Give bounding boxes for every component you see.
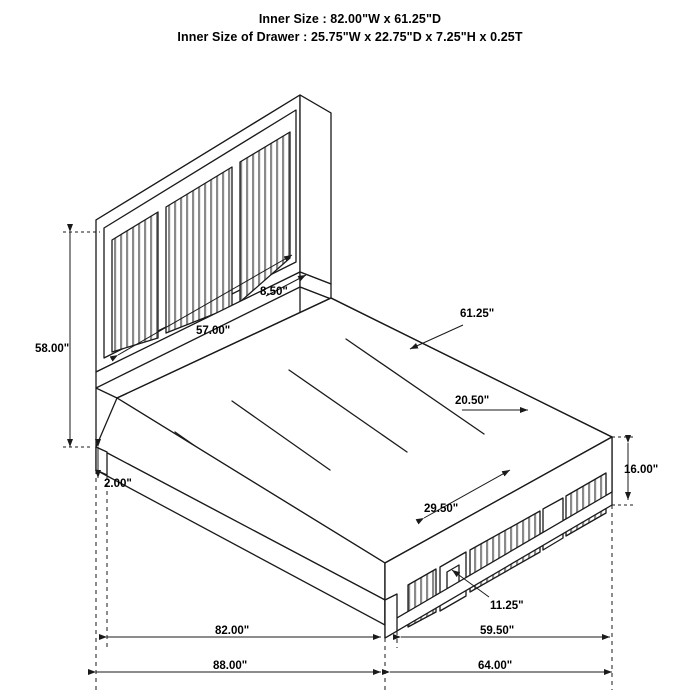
dim-label-mattress-depth: 61.25" — [460, 308, 495, 320]
dim-label-bed-inner-width: 82.00" — [215, 625, 250, 637]
dim-label-bed-outer-depth: 64.00" — [478, 660, 513, 672]
dim-label-headboard-thickness: 8.50" — [260, 286, 288, 298]
dim-headboard-height — [63, 232, 100, 447]
dim-label-footboard-drawer-width: 29.50" — [424, 503, 459, 515]
dim-label-drawer-front-height: 11.25" — [490, 600, 524, 612]
dim-label-bed-side-depth: 59.50" — [480, 625, 515, 637]
dim-label-rail-thickness: 2.00" — [104, 478, 132, 490]
dim-label-headboard-panel-width: 57.00" — [196, 325, 231, 337]
dim-label-headboard-height: 58.00" — [35, 343, 70, 355]
dim-mattress-depth — [410, 325, 463, 349]
inner-size-note: Inner Size : 82.00"W x 61.25"D — [258, 12, 442, 26]
inner-drawer-size-note: Inner Size of Drawer : 25.75"W x 22.75"D x 7.25"H x 0.25T — [177, 30, 523, 44]
dim-label-footboard-height: 16.00" — [624, 464, 659, 476]
dim-label-bed-outer-width: 88.00" — [213, 660, 248, 672]
dim-label-side-panel-width: 20.50" — [455, 395, 490, 407]
